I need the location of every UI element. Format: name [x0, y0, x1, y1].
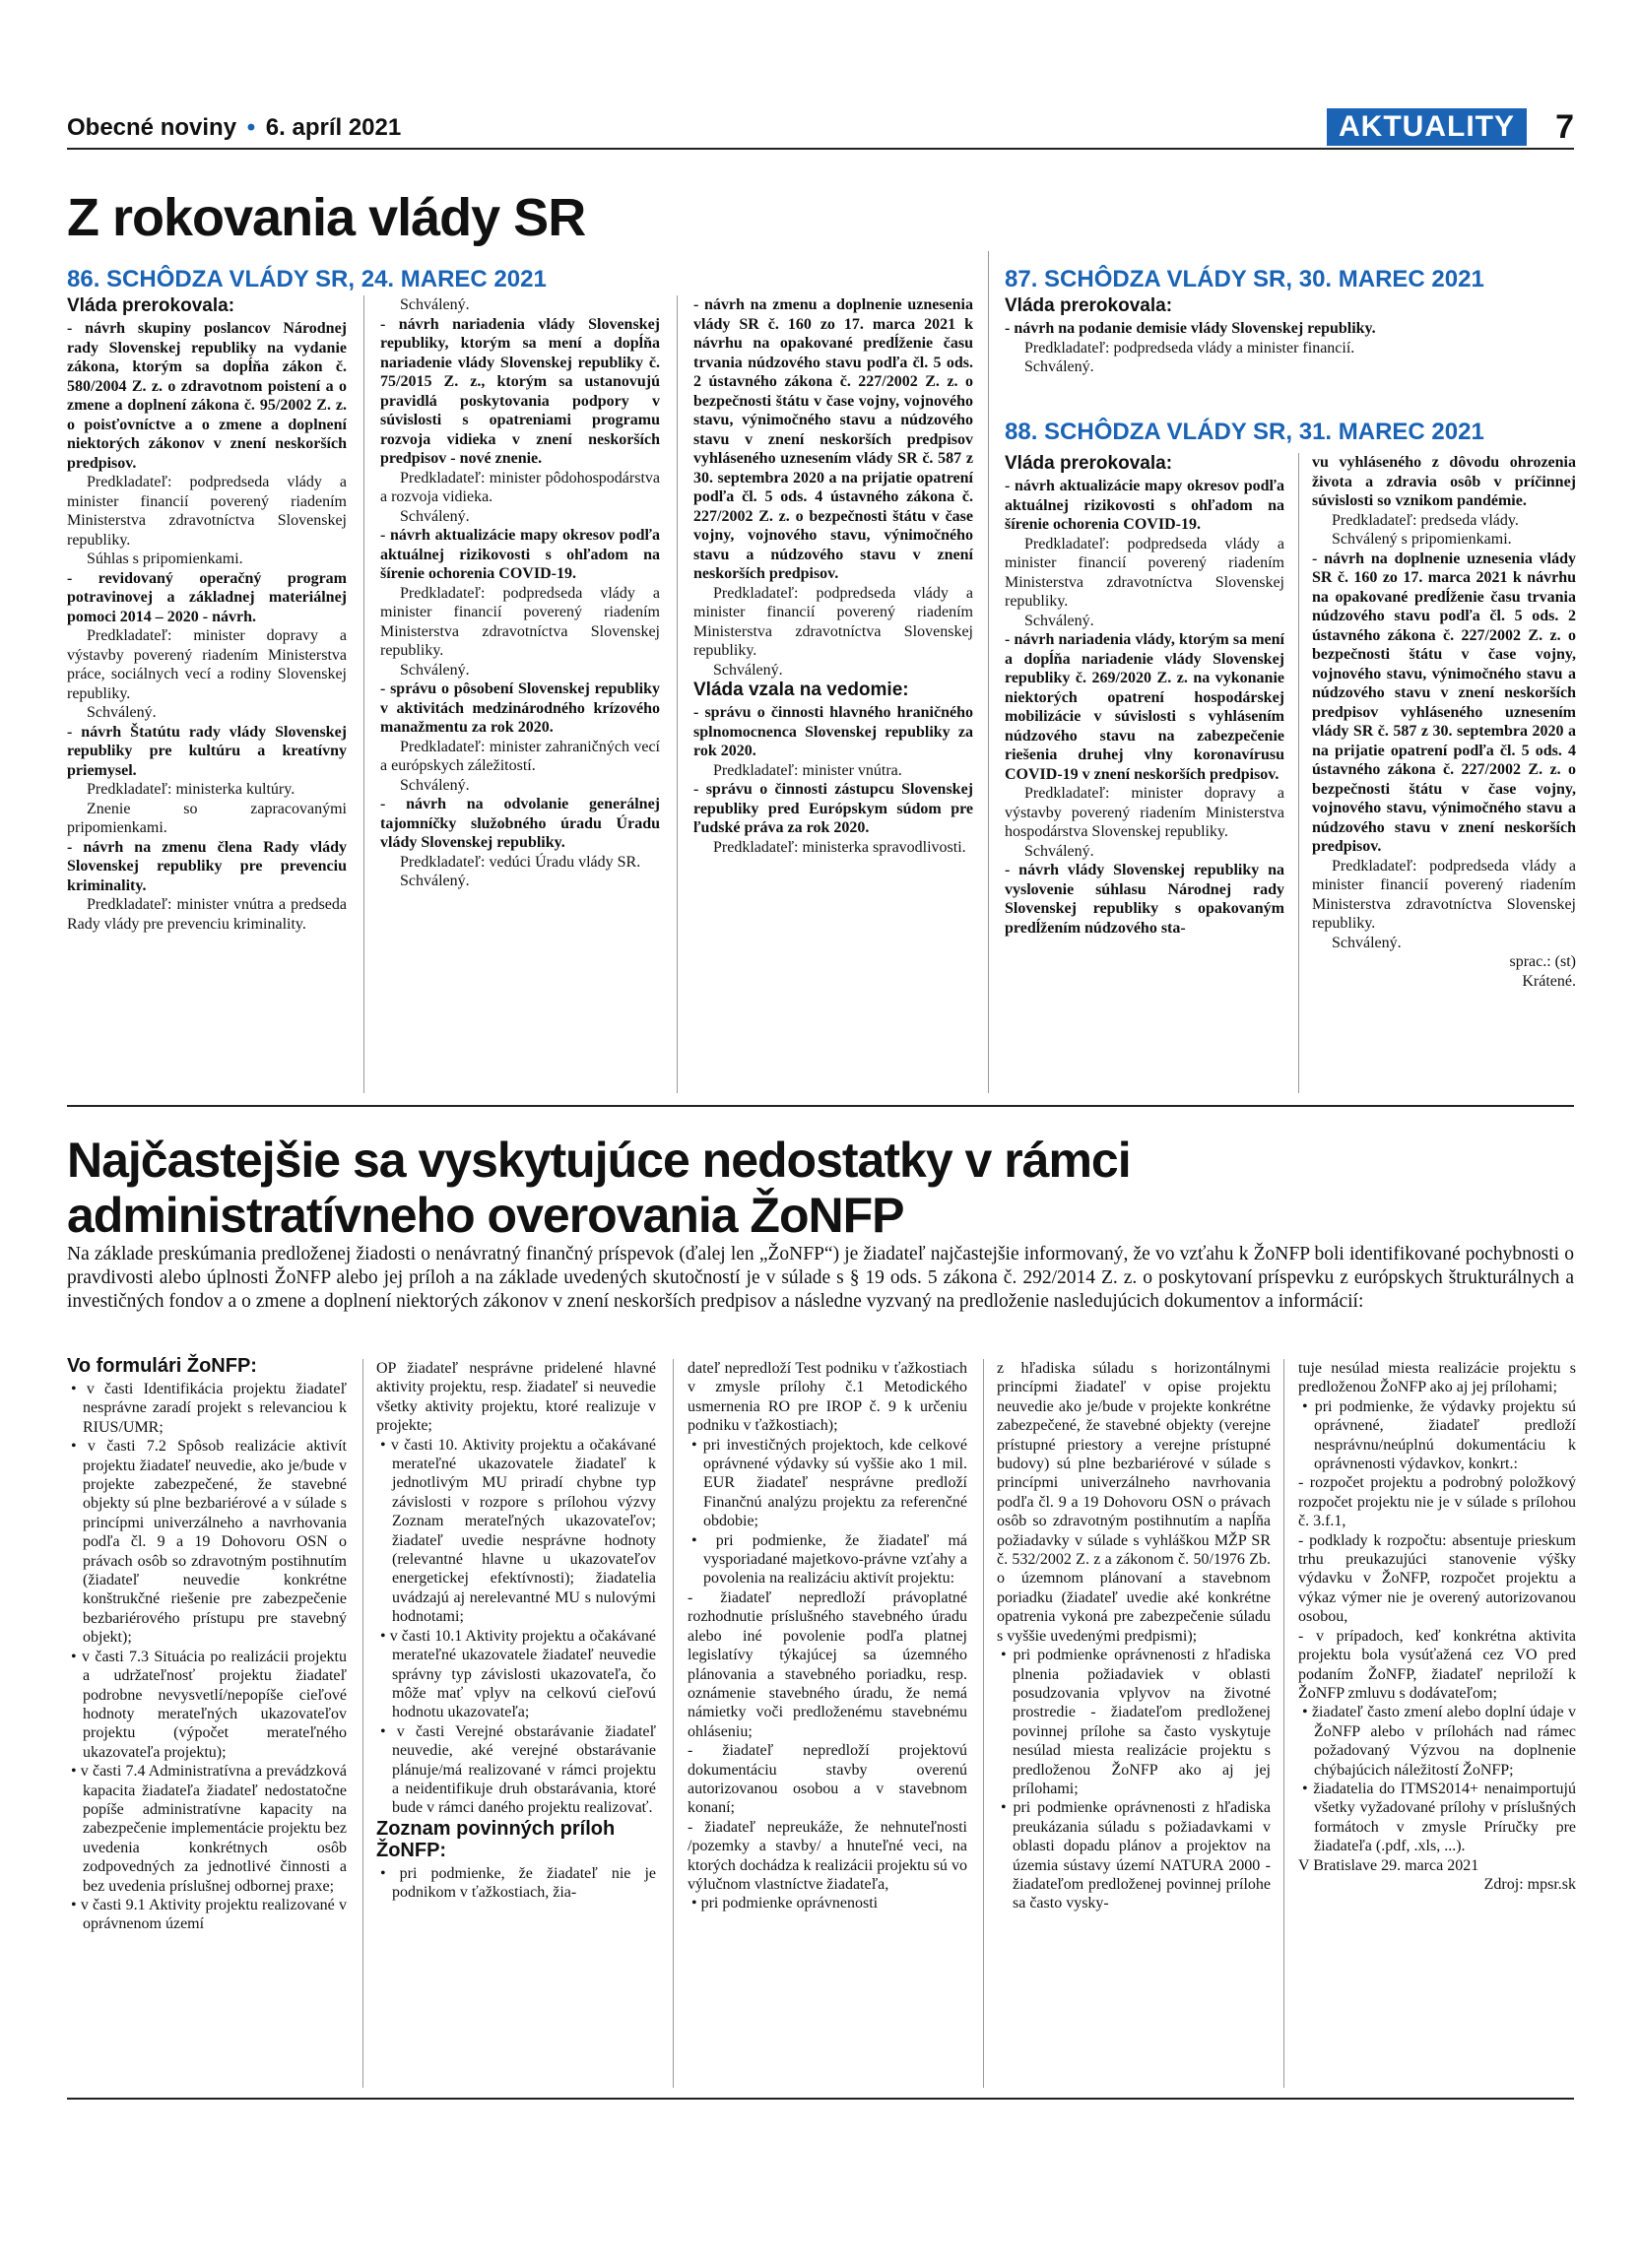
paragraph: - žiadateľ nepreukáže, že nehnuteľnosti /pozemky a stavby/ a hnuteľné veci, na ktorých dochádza k realizácii projektu sú vo výlučnom vlastníctve žiadateľa,	[688, 1818, 967, 1893]
paragraph: Schválený.	[713, 661, 783, 679]
paragraph: • žiadateľ často zmení alebo doplní údaje v ŽoNFP alebo v prílohách nad rámec požadovaný Výzvou na doplnenie chýbajúcich náležitostí ŽoNFP;	[1302, 1704, 1576, 1779]
paragraph: - návrh na zmenu a doplnenie uznesenia vlády SR č. 160 zo 17. marca 2021 k návrhu na opakované predĺženie času trvania núdzového stavu podľa čl. 5 ods. 2 ústavného zákona č. 227/2002 Z. z. o bezpečnosti štátu v čase vojny, vojnového stavu, výnimočného stavu a núdzového stavu v znení neskorších predpisov vyhláseného uznesením vlády SR č. 587 z 30. septembra 2020 a na prijatie opatrení podľa čl. 5 ods. 4 ústavného zákona č. 227/2002 Z. z. o bezpečnosti štátu v čase vojny, vojnového stavu, výnimočného stavu a núdzového stavu v znení neskorších predpisov.	[693, 296, 973, 582]
paragraph: vu vyhláseného z dôvodu ohrozenia života a zdravia osôb v príčinnej súvislosti so vznikom pandémie.	[1312, 454, 1576, 509]
paragraph: Predkladateľ: podpredseda vlády a minister financií.	[1024, 339, 1355, 356]
paragraph: Schválený.	[1024, 358, 1094, 375]
paragraph: • pri podmienke, že žiadateľ má vysporiadané majetkovo-právne vzťahy a povolenia na realizáciu aktivít projektu:	[691, 1531, 967, 1588]
paragraph: - revidovaný operačný program potravinovej a základnej materiálnej pomoci 2014 – 2020 - návrh.	[67, 569, 347, 625]
subsection-heading: Vláda prerokovala:	[1005, 453, 1173, 474]
paragraph: OP žiadateľ nesprávne pridelené hlavné aktivity projektu, resp. žiadateľ si neuvedie všetky aktivity projektu, ktoré realizuje v projekte;	[376, 1360, 656, 1435]
paragraph: - rozpočet projektu a podrobný položkový rozpočet projektu nie je v súlade s prílohou č. 3.f.1,	[1298, 1474, 1576, 1530]
subsection-heading: Vláda prerokovala:	[1005, 295, 1173, 316]
column-divider	[677, 295, 678, 1093]
paragraph: Predkladateľ: vedúci Úradu vlády SR.	[400, 853, 641, 871]
paragraph: Predkladateľ: podpredseda vlády a minister financií poverený riadením Ministerstva zdravotníctva Slovenskej republiky.	[1312, 857, 1576, 932]
issue-date: 6. apríl 2021	[265, 114, 402, 141]
session86-heading: 86. SCHÔDZA VLÁDY SR, 24. MAREC 2021	[67, 266, 547, 292]
article2-title-line2: administratívneho overovania ŽoNFP	[67, 1188, 904, 1243]
masthead	[67, 114, 401, 142]
paragraph: • v časti 10. Aktivity projektu a očakávané merateľné ukazovatele žiadateľ k jednotlivým MU priradí chybne typ závislosti v rozpore s prílohou výzvy Zoznam merateľných ukazovateľov; žiadateľ uvedie nesprávne hodnoty (relevantné hlavne u ukazovateľov energetickej efektívnosti); žiadatelia uvádzajú aj nerelevantné MU s nulovými hodnotami;	[380, 1436, 656, 1626]
paragraph: Schválený.	[400, 873, 470, 889]
article2-col1	[67, 1355, 347, 1934]
paragraph: • žiadatelia do ITMS2014+ nenaimportujú všetky vyžadované prílohy v príslušných formátoch v zmysle Príručky pre žiadateľa (.pdf, .xls, ...).	[1302, 1780, 1576, 1855]
paragraph: - návrh na odvolanie generálnej tajomníčky služobného úradu Úradu vlády Slovenskej republiky.	[380, 796, 660, 851]
paragraph: • v časti 9.1 Aktivity projektu realizované v oprávnenom území	[71, 1896, 347, 1933]
article2-col2	[376, 1359, 656, 1903]
subsection-heading: Vláda prerokovala:	[67, 295, 235, 316]
paragraph: Predkladateľ: podpredseda vlády a minister financií poverený riadením Ministerstva zdravotníctva Slovenskej republiky.	[1005, 535, 1284, 610]
session86-col2	[380, 295, 660, 891]
paragraph: - správu o činnosti hlavného hraničného splnomocnenca Slovenskej republiky za rok 2020.	[693, 704, 973, 759]
paragraph: • pri podmienke, že žiadateľ nie je podnikom v ťažkostiach, žia-	[380, 1864, 656, 1902]
paragraph: Schválený.	[400, 661, 470, 679]
column-divider	[1298, 453, 1299, 1093]
publication-name: Obecné noviny	[67, 114, 237, 141]
session88-col1	[1005, 453, 1284, 938]
paragraph: • v časti 10.1 Aktivity projektu a očakávané merateľné ukazovatele žiadateľ neuvedie správny typ závislosti ukazovateľa, čo môže mať vplyv na celkovú cieľovú hodnotu ukazovateľa;	[380, 1627, 656, 1721]
paragraph: • v časti 7.3 Situácia po realizácii projektu a udržateľnosť projektu žiadateľ podrobne nevysvetlí/nepopíše cieľové hodnoty merateľných ukazovateľov projektu (výpočet merateľného ukazovateľa projektu);	[71, 1648, 347, 1761]
paragraph: Schválený.	[1024, 842, 1094, 860]
paragraph: Predkladateľ: predseda vlády.	[1332, 511, 1519, 529]
column-divider	[988, 251, 989, 1093]
separator: •	[246, 114, 256, 141]
session86-col1	[67, 295, 347, 934]
subsection-heading: Vo formulári ŽoNFP:	[67, 1355, 257, 1377]
article1-title: Z rokovania vlády SR	[67, 188, 586, 247]
paragraph: Predkladateľ: minister pôdohospodárstva a rozvoja vidieka.	[380, 469, 660, 505]
paragraph: - návrh vlády Slovenskej republiky na vyslovenie súhlasu Národnej rady Slovenskej republiky s opakovaným predĺžením núdzového sta-	[1005, 862, 1284, 937]
paragraph: dateľ nepredloží Test podniku v ťažkostiach v zmysle prílohy č.1 Metodického usmernenia RO pre IROP č. 9 k určeniu podniku v ťažkostiach);	[688, 1360, 967, 1435]
paragraph: • pri podmienke oprávnenosti	[691, 1895, 879, 1912]
session86-col3	[693, 295, 973, 857]
paragraph: sprac.: (st)	[1509, 953, 1576, 970]
paragraph: • v časti Identifikácia projektu žiadateľ nesprávne zaradí projekt s relevanciou k RIUS/UMR;	[71, 1381, 347, 1436]
paragraph: Predkladateľ: minister dopravy a výstavby poverený riadením Ministerstva práce, sociálnych vecí a rodiny Slovenskej republiky.	[67, 627, 347, 702]
paragraph: • pri podmienke, že výdavky projektu sú oprávnené, žiadateľ predloží nesprávnu/neúplnú dokumentáciu k oprávnenosti výdavkov, konkrt.:	[1302, 1397, 1576, 1473]
subsection-heading: Zoznam povinných príloh ŽoNFP:	[376, 1817, 616, 1861]
paragraph: Schválený s pripomienkami.	[1332, 531, 1512, 548]
paragraph: - návrh na doplnenie uznesenia vlády SR č. 160 zo 17. marca 2021 k návrhu na opakované predĺženie času trvania núdzového stavu podľa čl. 5 ods. 2 ústavného zákona č. 227/2002 Z. z. o bezpečnosti štátu v čase vojny, vojnového stavu, výnimočného stavu a núdzového stavu v znení neskorších predpisov vyhláseného uznesením vlády SR č. 587 z 30. septembra 2020 a na prijatie opatrení podľa čl. 5 ods. 4 ústavného zákona č. 227/2002 Z. z. o bezpečnosti štátu v čase vojny, vojnového stavu, výnimočného stavu a núdzového stavu v znení neskorších predpisov.	[1312, 550, 1576, 855]
paragraph: Predkladateľ: minister vnútra.	[713, 761, 902, 779]
paragraph: tuje nesúlad miesta realizácie projektu s predloženou ŽoNFP ako aj jej prílohami;	[1298, 1360, 1576, 1396]
session88-heading: 88. SCHÔDZA VLÁDY SR, 31. MAREC 2021	[1005, 419, 1484, 445]
column-divider	[983, 1359, 984, 2088]
paragraph: - návrh nariadenia vlády, ktorým sa mení a dopĺňa nariadenie vlády Slovenskej republiky č. 269/2020 Z. z. na vykonanie niektorých opatrení hospodárskej mobilizácie v súvislosti s vyhlásením núdzového stavu na zabezpečenie riešenia druhej vlny koronavírusu COVID-19 v znení neskorších predpisov.	[1005, 631, 1284, 783]
article2-title	[67, 1133, 1131, 1243]
page-number: 7	[1555, 108, 1574, 146]
paragraph: - v prípadoch, keď konkrétna aktivita projektu bola vysúťažená cez VO pred podaním ŽoNFP, žiadateľ nepriloží k ŽoNFP zmluvu s dodávateľom;	[1298, 1627, 1576, 1702]
article2-col4	[997, 1359, 1271, 1913]
paragraph: • pri podmienke oprávnenosti z hľadiska preukázania súladu s požiadavkami v oblasti dopadu plánov a projektov na územia sústavy území NATURA 2000 - žiadateľom predloženej povinnej prílohe sa často vysky-	[1001, 1799, 1271, 1912]
paragraph: - návrh nariadenia vlády Slovenskej republiky, ktorým sa mení a dopĺňa nariadenie vlády Slovenskej republiky č. 75/2015 Z. z., ktorým sa ustanovujú pravidlá poskytovania podpory v súvislosti s opatreniami programu rozvoja vidieka v znení neskorších predpisov - nové znenie.	[380, 315, 660, 467]
column-divider	[673, 1359, 674, 2088]
paragraph: - návrh aktualizácie mapy okresov podľa aktuálnej rizikovosti s ohľadom na šírenie ochorenia COVID-19.	[1005, 478, 1284, 533]
paragraph: • pri podmienke oprávnenosti z hľadiska plnenia požiadaviek v oblasti posudzovania vplyvov na životné prostredie - žiadateľom predloženej povinnej prílohe sa často vyskytuje nesúlad miesta realizácie projektu s predloženou ŽoNFP ako aj jej prílohami;	[1001, 1647, 1271, 1797]
paragraph: • v časti 7.2 Spôsob realizácie aktivít projektu žiadateľ neuvedie, ako je/bude v projekte zabezpečené, že stavebné objekty sú plne bezbariérové a v súlade s princípmi univerzálneho a navrhovania podľa čl. 9 a 19 Dohovoru OSN o právach osôb so zdravotným postihnutím (žiadateľ neuvedie konkrétne konštrukčné riešenie pre zabezpečenie bezbariérového prístupu pre stavebný objekt);	[71, 1438, 347, 1647]
paragraph: Schválený.	[400, 296, 470, 313]
section-label: AKTUALITY	[1327, 108, 1527, 146]
column-divider	[1283, 1359, 1284, 2088]
paragraph: Súhlas s pripomienkami.	[87, 551, 243, 567]
session87-body	[1005, 295, 1576, 377]
article2-col3	[688, 1359, 967, 1913]
paragraph: Predkladateľ: ministerka spravodlivosti.	[713, 838, 966, 856]
paragraph: • v časti Verejné obstarávanie žiadateľ neuvedie, aké verejné obstarávanie plánuje/má realizované v rámci projektu a neidentifikuje druh obstarávania, ktoré bude v rámci daného projektu realizovať.	[380, 1722, 656, 1817]
article-divider	[67, 1105, 1574, 1107]
article2-col5	[1298, 1359, 1576, 1894]
session88-col2	[1312, 453, 1576, 991]
paragraph: Predkladateľ: ministerka kultúry.	[87, 781, 295, 798]
paragraph: Schválený.	[1332, 934, 1402, 951]
article2-intro: Na základe preskúmania predloženej žiadosti o nenávratný finančný príspevok (ďalej len „ŽoNFP“) je žiadateľ najčastejšie informovaný, že vo vzťahu k ŽoNFP boli identifikované pochybnosti o pravdivosti alebo úplnosti ŽoNFP alebo jej príloh a na základe uvedených skutočností je v súlade s § 19 ods. 5 zákona č. 292/2014 Z. z. o poskytovaní príspevku z európskych štrukturálnych a investičných fondov a o zmene a doplnení niektorých zákonov v znení neskorších predpisov a následne vyzvaný na predloženie nasledujúcich dokumentov a informácií:	[67, 1244, 1574, 1312]
paragraph: Zdroj: mpsr.sk	[1483, 1875, 1576, 1893]
paragraph: - žiadateľ nepredloží právoplatné rozhodnutie príslušného stavebného úradu alebo iné povolenie podľa platnej legislatívy týkajúcej sa územného plánovania a stavebného poriadku, resp. oznámenie stavebného úradu, že nemá námietky voči predloženému stavebnému ohláseniu;	[688, 1588, 967, 1740]
paragraph: - návrh Štatútu rady vlády Slovenskej republiky pre kultúru a kreatívny priemysel.	[67, 723, 347, 779]
subsection-heading: Vláda vzala na vedomie:	[693, 680, 909, 700]
paragraph: - návrh skupiny poslancov Národnej rady Slovenskej republiky na vydanie zákona, ktorým sa dopĺňa zákon č. 580/2004 Z. z. o zdravotnom poistení a o zmene a doplnení zákona č. 95/2002 Z. z. o poisťovníctve a o zmene a doplnení niektorých zákonov v znení neskorších predpisov.	[67, 320, 347, 472]
paragraph: Krátené.	[1522, 972, 1576, 990]
paragraph: Schválený.	[87, 704, 157, 721]
paragraph: Schválený.	[400, 776, 470, 794]
paragraph: Predkladateľ: minister vnútra a predseda Rady vlády pre prevenciu kriminality.	[67, 896, 347, 933]
paragraph: - správu o činnosti zástupcu Slovenskej republiky pred Európskym súdom pre ľudské práva za rok 2020.	[693, 781, 973, 836]
paragraph: Predkladateľ: minister zahraničných vecí a európskych záležitostí.	[380, 738, 660, 774]
header-rule	[67, 148, 1574, 150]
paragraph: - návrh na podanie demisie vlády Slovenskej republiky.	[1005, 320, 1376, 337]
paragraph: Predkladateľ: podpredseda vlády a minister financií poverený riadením Ministerstva zdravotníctva Slovenskej republiky.	[67, 474, 347, 549]
paragraph: Predkladateľ: podpredseda vlády a minister financií poverený riadením Ministerstva zdravotníctva Slovenskej republiky.	[380, 584, 660, 659]
column-divider	[363, 295, 364, 1093]
paragraph: - návrh aktualizácie mapy okresov podľa aktuálnej rizikovosti s ohľadom na šírenie ochorenia COVID-19.	[380, 527, 660, 582]
paragraph: - žiadateľ nepredloží projektovú dokumentáciu stavby overenú autorizovanou osobou a v stavebnom konaní;	[688, 1742, 967, 1817]
paragraph: Schválený.	[400, 507, 470, 525]
paragraph: z hľadiska súladu s horizontálnymi princípmi žiadateľ v opise projektu neuvedie ako je/bude v projekte konkrétne zabezpečené, že stavebné objekty (verejne prístupné priestory a verejne prístupné budovy) sú plne bezbariérové v súlade s princípmi univerzálneho navrhovania podľa čl. 9 a 19 Dohovoru OSN o právach osôb so zdravotným postihnutím a napĺňa požiadavky v súlade s vyhláškou MŽP SR č. 532/2002 Z. z a zákonom č. 50/1976 Zb. o územnom plánovaní a stavebnom poriadku (žiadateľ uvedie aké konkrétne opatrenia vykoná pre zabezpečenie súladu s vyššie uvedenými predpismi);	[997, 1360, 1271, 1645]
paragraph: • v časti 7.4 Administratívna a prevádzková kapacita žiadateľa žiadateľ nedostatočne popíše administratívne kapacity na zabezpečenie implementácie projektu bez uvedenia konkrétnych osôb zodpovedných za jednotlivé činnosti a bez uvedenia príslušnej odbornej praxe;	[71, 1763, 347, 1895]
paragraph: Znenie so zapracovanými pripomienkami.	[67, 800, 347, 836]
paragraph: - správu o pôsobení Slovenskej republiky v aktivitách medzinárodného krízového manažmentu za rok 2020.	[380, 680, 660, 736]
paragraph: Predkladateľ: minister dopravy a výstavby poverený riadením Ministerstva hospodárstva Slovenskej republiky.	[1005, 785, 1284, 840]
paragraph: • pri investičných projektoch, kde celkové oprávnené výdavky sú vyššie ako 1 mil. EUR žiadateľ nesprávne predloží Finančnú analýzu projektu za referenčné obdobie;	[691, 1436, 967, 1530]
session87-heading: 87. SCHÔDZA VLÁDY SR, 30. MAREC 2021	[1005, 266, 1484, 292]
paragraph: Schválený.	[1024, 612, 1094, 629]
paragraph: - podklady k rozpočtu: absentuje prieskum trhu preukazujúci stanovenie výšky výdavku v ŽoNFP, rozpočet projektu a výkaz výmer nie je overený autorizovanou osobou,	[1298, 1531, 1576, 1626]
bottom-rule	[67, 2098, 1574, 2100]
article2-title-line1: Najčastejšie sa vyskytujúce nedostatky v rámci	[67, 1133, 1131, 1188]
column-divider	[362, 1359, 363, 2088]
paragraph: V Bratislave 29. marca 2021	[1298, 1856, 1479, 1874]
paragraph: Predkladateľ: podpredseda vlády a minister financií poverený riadením Ministerstva zdravotníctva Slovenskej republiky.	[693, 584, 973, 659]
paragraph: - návrh na zmenu člena Rady vlády Slovenskej republiky pre prevenciu kriminality.	[67, 838, 347, 894]
page-header	[67, 108, 1574, 148]
